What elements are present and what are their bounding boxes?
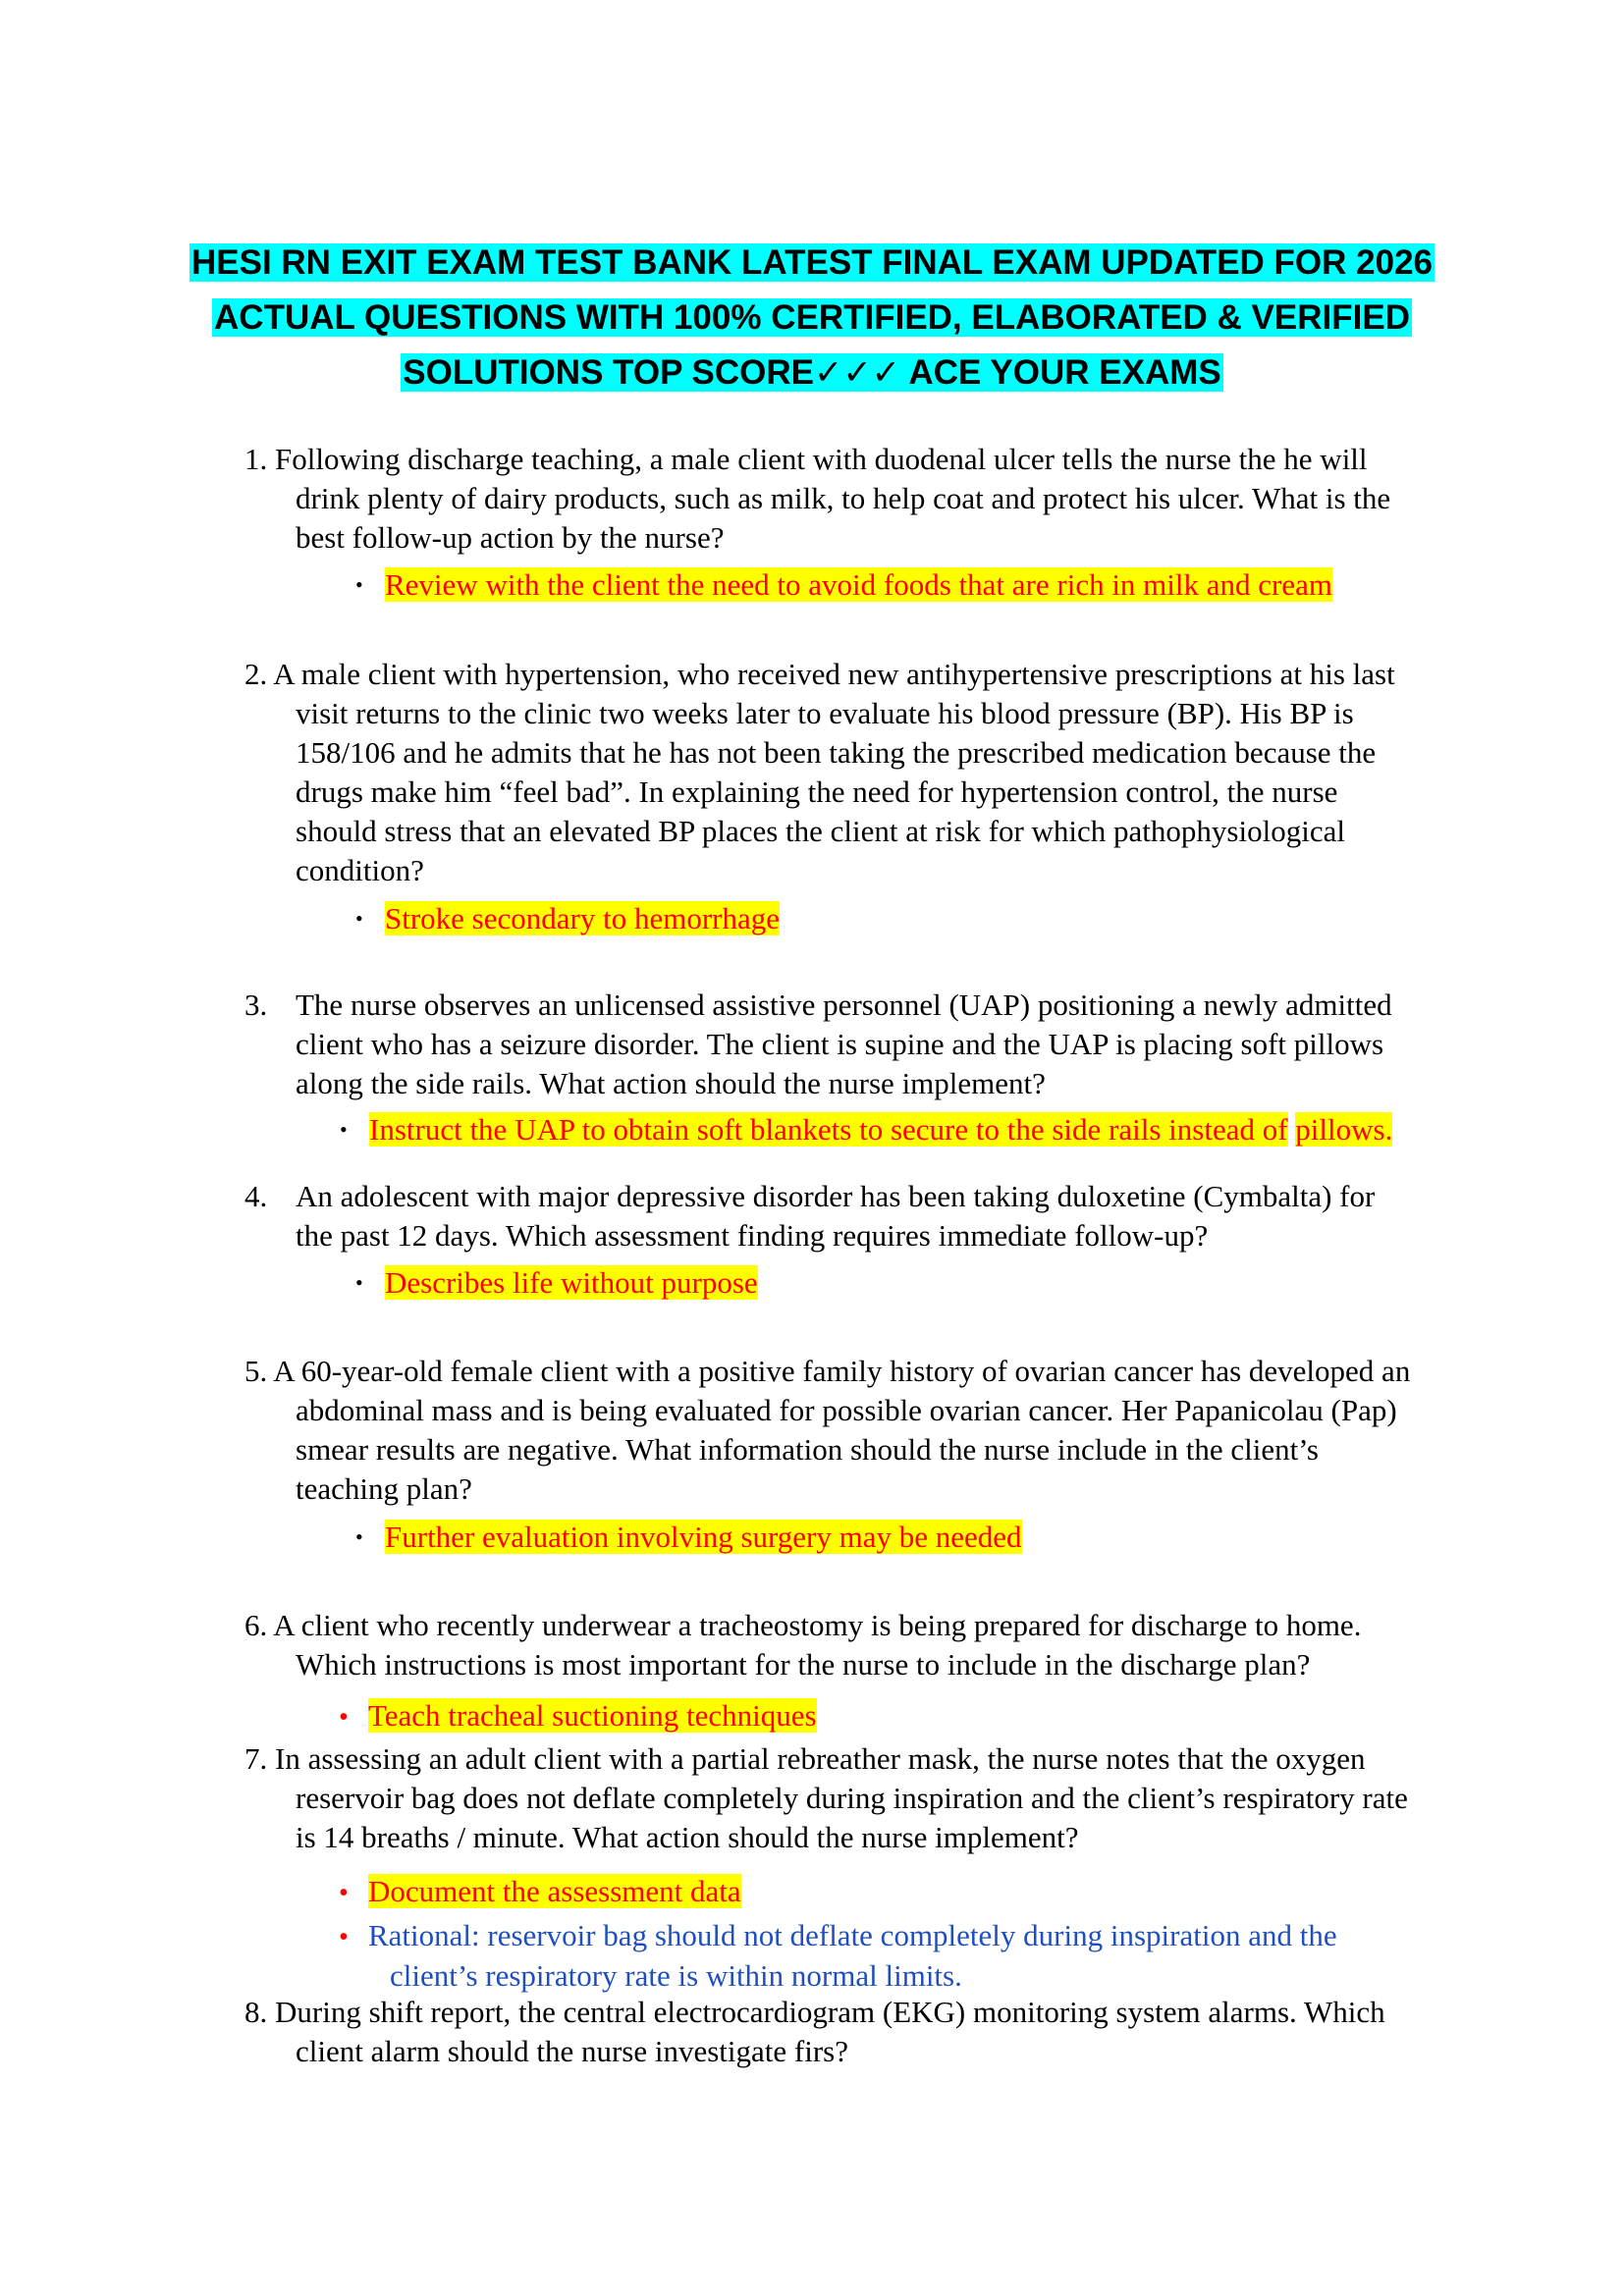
question-5: 5. A 60-year-old female client with a positive family history of ovarian cancer has developed an abdominal mass and is being evaluated for possible ovarian cancer. Her Papanicolau (Pap) smear results are negative. What information should the nurse include in the client’s teaching plan? (244, 1354, 1411, 1506)
bullet-icon: • (339, 1877, 349, 1908)
question-6: 6. A client who recently underwear a tracheostomy is being prepared for discharge to home. Which instructions is most important for the nurse to include in the discharge plan? (244, 1608, 1362, 1682)
question-number: 8. (244, 1995, 268, 2029)
title-line-3: SOLUTIONS TOP SCORE✓✓✓ ACE YOUR EXAMS (403, 353, 1221, 392)
question-number: 5. (244, 1354, 268, 1388)
bullet-icon: • (340, 1116, 348, 1142)
question-number: 7. (244, 1741, 268, 1776)
title-line-1: HESI RN EXIT EXAM TEST BANK LATEST FINAL EXAM UPDATED FOR 2026 (190, 243, 1434, 282)
answer-7: • Document the assessment data (339, 1872, 741, 1914)
document-title (0, 236, 1624, 400)
question-8: 8. During shift report, the central electrocardiogram (EKG) monitoring system alarms. Which client alarm should the nurse investigate firs? (244, 1995, 1385, 2068)
question-2: 2. A male client with hypertension, who received new antihypertensive prescriptions at his last visit returns to the clinic two weeks later to evaluate his blood pressure (BP). His BP is 158/106 and he admits that he has not been taking the prescribed medication because the drugs make him “feel bad”. In explaining the need for hypertension control, the nurse should stress that an elevated BP places the client at risk for which pathophysiological condition? (244, 657, 1395, 887)
answer-6: • Teach tracheal suctioning techniques (339, 1696, 817, 1738)
bullet-icon: • (339, 1701, 349, 1733)
answer-4: • Describes life without purpose (355, 1263, 758, 1306)
answer-3: • Instruct the UAP to obtain soft blankets to secure to the side rails instead of pillows. (340, 1110, 1392, 1152)
bullet-icon: • (355, 571, 363, 597)
bullet-icon: • (339, 1921, 349, 1952)
rational-note: • Rational: reservoir bag should not deflate completely during inspiration and the client’s respiratory rate is within normal limits. (339, 1918, 1337, 1993)
question-1: 1. Following discharge teaching, a male client with duodenal ulcer tells the nurse the he will drink plenty of dairy products, such as milk, to help coat and protect his ulcer. What is the best follow-up action by the nurse? (244, 442, 1391, 555)
question-number: 3. (244, 988, 268, 1022)
question-3: 3. The nurse observes an unlicensed assistive personnel (UAP) positioning a newly admitted client who has a seizure disorder. The client is supine and the UAP is placing soft pillows along the side rails. What action should the nurse implement? (244, 988, 1392, 1100)
question-number: 2. (244, 657, 268, 691)
bullet-icon: • (355, 1269, 363, 1295)
answer-2: • Stroke secondary to hemorrhage (355, 899, 780, 941)
title-line-2: ACTUAL QUESTIONS WITH 100% CERTIFIED, ELABORATED & VERIFIED (214, 298, 1410, 337)
question-number: 1. (244, 442, 268, 476)
bullet-icon: • (355, 1523, 363, 1549)
answer-5: • Further evaluation involving surgery may be needed (355, 1518, 1022, 1560)
question-7: 7. In assessing an adult client with a partial rebreather mask, the nurse notes that the oxygen reservoir bag does not deflate completely during inspiration and the client’s respiratory rate is 14 breaths / minute. What action should the nurse implement? (244, 1741, 1408, 1854)
question-number: 4. (244, 1179, 268, 1213)
answer-1: • Review with the client the need to avoid foods that are rich in milk and cream (355, 565, 1332, 608)
question-number: 6. (244, 1608, 268, 1642)
question-4: 4. An adolescent with major depressive disorder has been taking duloxetine (Cymbalta) for the past 12 days. Which assessment finding requires immediate follow-up? (244, 1179, 1376, 1253)
bullet-icon: • (355, 905, 363, 931)
